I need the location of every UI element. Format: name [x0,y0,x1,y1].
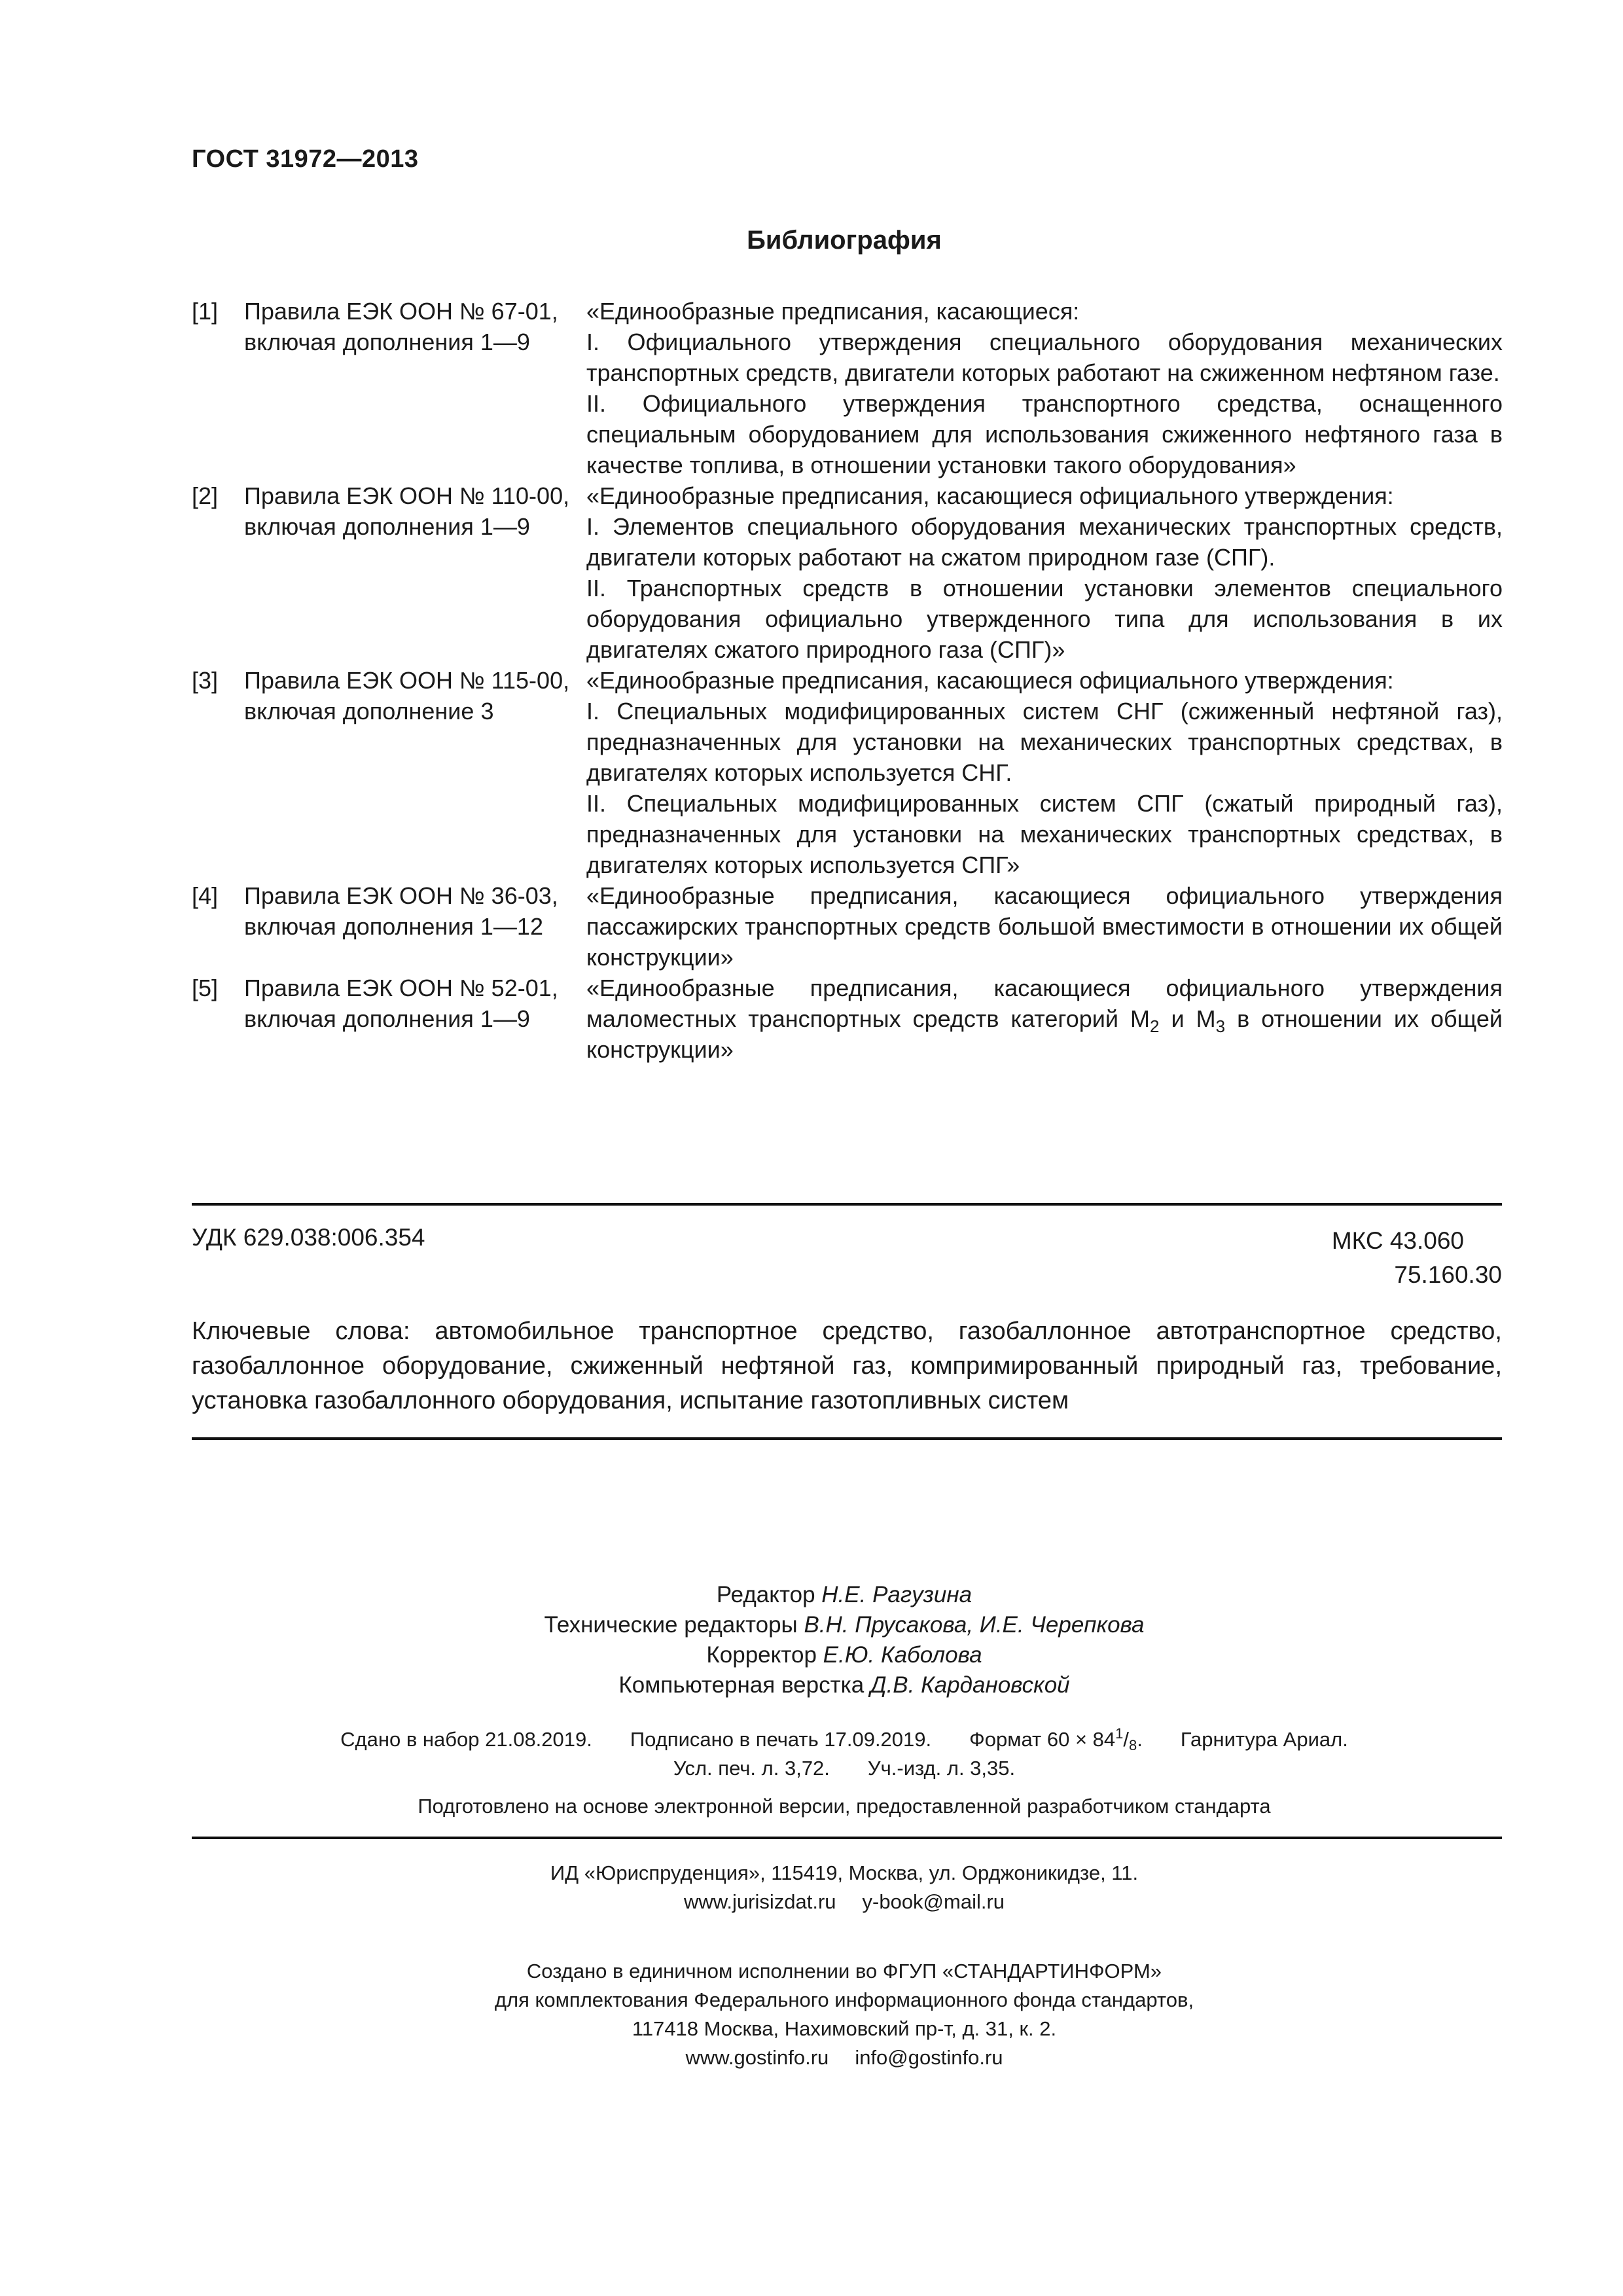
divider [192,1437,1502,1440]
editor-line [0,1580,1623,1610]
publisher-website-link[interactable]: www.jurisizdat.ru [683,1890,836,1913]
uch-izd-l: Уч.-изд. л. 3,35. [867,1757,1016,1780]
prepared-note: Подготовлено на основе электронной версии, предоставленной разработчиком стандарта [418,1795,1271,1818]
entry-paragraph [586,973,1503,1065]
mks-code [1332,1224,1502,1292]
entry-description [586,973,1503,1065]
publisher-contacts [0,1888,1623,1916]
entry-source [244,880,584,942]
entry-number: [2] [192,482,219,509]
udk-code: УДК 629.038:006.354 [192,1224,425,1251]
entry-number: [4] [192,882,219,909]
entry-source-line: включая дополнения 1—9 [244,329,530,355]
entry-paragraph: I. Официального утверждения специального оборудования механических транспортных средств, двигатели которых работают на сжиженном нефтяном газе. [586,329,1503,386]
entry-source [244,665,584,726]
usl-pech-l: Усл. печ. л. 3,72. [673,1757,830,1780]
entry-description [586,480,1503,665]
corrector-name: Е.Ю. Каболова [823,1642,982,1668]
entry-paragraph: I. Элементов специального оборудования механических транспортных средств, двигатели которых работают на сжатом природном газе (СПГ). [586,513,1503,571]
paper-format: Формат $60 \times 84^1/_8$. [969,1725,1143,1753]
mks-line: МКС 43.060 [1331,1227,1464,1254]
printer-email-link[interactable]: info@gostinfo.ru [855,2046,1003,2069]
entry-source-line: включая дополнения 1—12 [244,913,543,940]
layout-label: Компьютерная верстка [618,1672,865,1698]
divider [192,1203,1502,1206]
entry-paragraph: «Единообразные предписания, касающиеся официального утверждения: [586,482,1394,509]
subscript: 2 [1150,1016,1160,1036]
entry-text: и М [1159,1005,1216,1032]
entry-source-line: Правила ЕЭК ООН № 67-01, [244,298,558,325]
print-imprint [0,1725,1623,1783]
corrector-label: Корректор [706,1642,817,1668]
entry-paragraph: II. Специальных модифицированных систем СПГ (сжатый природный газ), предназначенных для установки на механических транспортных средствах, в двигателях которых используется СПГ» [586,790,1503,878]
layout-name: Д.В. Кардановской [870,1672,1070,1698]
printer-line: для комплектования Федерального информационного фонда стандартов, [494,1988,1194,2011]
typeface: Гарнитура Ариал. [1180,1728,1348,1751]
publisher-email-link[interactable]: y-book@mail.ru [862,1890,1005,1913]
publisher-address: ИД «Юриспруденция», 115419, Москва, ул. Орджоникидзе, 11. [550,1861,1139,1884]
bibliography-entry [192,665,1502,880]
entry-text: «Единообразные предписания, касающиеся официального утверждения маломестных транспортных средств категорий М [586,975,1503,1032]
tech-editors-label: Технические редакторы [544,1612,798,1638]
printer-website-link[interactable]: www.gostinfo.ru [685,2046,829,2069]
entry-number: [5] [192,975,219,1001]
entry-paragraph: «Единообразные предписания, касающиеся официального утверждения: [586,667,1394,694]
editor-name: Н.Е. Рагузина [821,1582,972,1607]
entry-paragraph: II. Транспортных средств в отношении установки элементов специального оборудования официально утвержденного типа для использования в их двигателях сжатого природного газа (СПГ)» [586,575,1503,663]
bibliography-title: Библиография [747,226,942,255]
corrector-line [0,1640,1623,1670]
entry-paragraph: II. Официального утверждения транспортного средства, оснащенного специальным оборудованием для использования сжиженного нефтяного газа в качестве топлива, в отношении установки такого оборудования» [586,390,1503,478]
entry-paragraph: I. Специальных модифицированных систем СНГ (сжиженный нефтяной газ), предназначенных для установки на механических транспортных средствах, в двигателях которых используется СНГ. [586,698,1503,786]
entry-source [244,973,584,1034]
entry-source-line: включая дополнение 3 [244,698,494,725]
imprint-line [0,1725,1623,1754]
divider [192,1837,1502,1839]
printer-contacts [0,2043,1623,2072]
bibliography-entry [192,973,1502,1065]
bibliography-entry [192,880,1502,973]
submitted-date: Сдано в набор 21.08.2019. [340,1728,592,1751]
tech-editors-names: В.Н. Прусакова, И.Е. Черепкова [804,1612,1145,1638]
tech-editors-line [0,1610,1623,1640]
document-code: ГОСТ 31972—2013 [192,145,419,173]
entry-paragraph: «Единообразные предписания, касающиеся: [586,298,1080,325]
entry-description [586,665,1503,880]
entry-source [244,296,584,357]
entry-source-line: Правила ЕЭК ООН № 110-00, [244,482,570,509]
publisher-info [0,1859,1623,1916]
entry-source [244,480,584,542]
printer-line: 117418 Москва, Нахимовский пр-т, д. 31, к. 2. [632,2017,1057,2040]
entry-source-line: включая дополнения 1—9 [244,1005,530,1032]
entry-number: [3] [192,667,219,694]
signed-date: Подписано в печать 17.09.2019. [630,1728,932,1751]
entry-source-line: Правила ЕЭК ООН № 36-03, [244,882,558,909]
entry-text: в отношении их общей конструкции» [586,1005,1503,1063]
subscript: 3 [1215,1016,1226,1036]
entry-description [586,880,1503,973]
entry-number: [1] [192,298,219,325]
printer-line: Создано в единичном исполнении во ФГУП «СТАНДАРТИНФОРМ» [526,1960,1162,1982]
printer-info [0,1957,1623,2072]
entry-source-line: Правила ЕЭК ООН № 52-01, [244,975,558,1001]
keywords: Ключевые слова: автомобильное транспортное средство, газобаллонное автотранспортное средство, газобаллонное оборудование, сжиженный нефтяной газ, компримированный природный газ, требование, установка газобаллонного оборудования, испытание газотопливных систем [192,1318,1502,1414]
layout-line [0,1670,1623,1700]
entry-paragraph: «Единообразные предписания, касающиеся официального утверждения пассажирских транспортных средств большой вместимости в отношении их общей конструкции» [586,882,1503,971]
mks-line: 75.160.30 [1394,1261,1502,1288]
bibliography-entry [192,480,1502,665]
editor-label: Редактор [716,1582,815,1607]
bibliography-list [192,296,1502,1065]
entry-description [586,296,1503,480]
entry-source-line: включая дополнения 1—9 [244,513,530,540]
imprint-line [0,1754,1623,1783]
entry-source-line: Правила ЕЭК ООН № 115-00, [244,667,570,694]
bibliography-entry [192,296,1502,480]
